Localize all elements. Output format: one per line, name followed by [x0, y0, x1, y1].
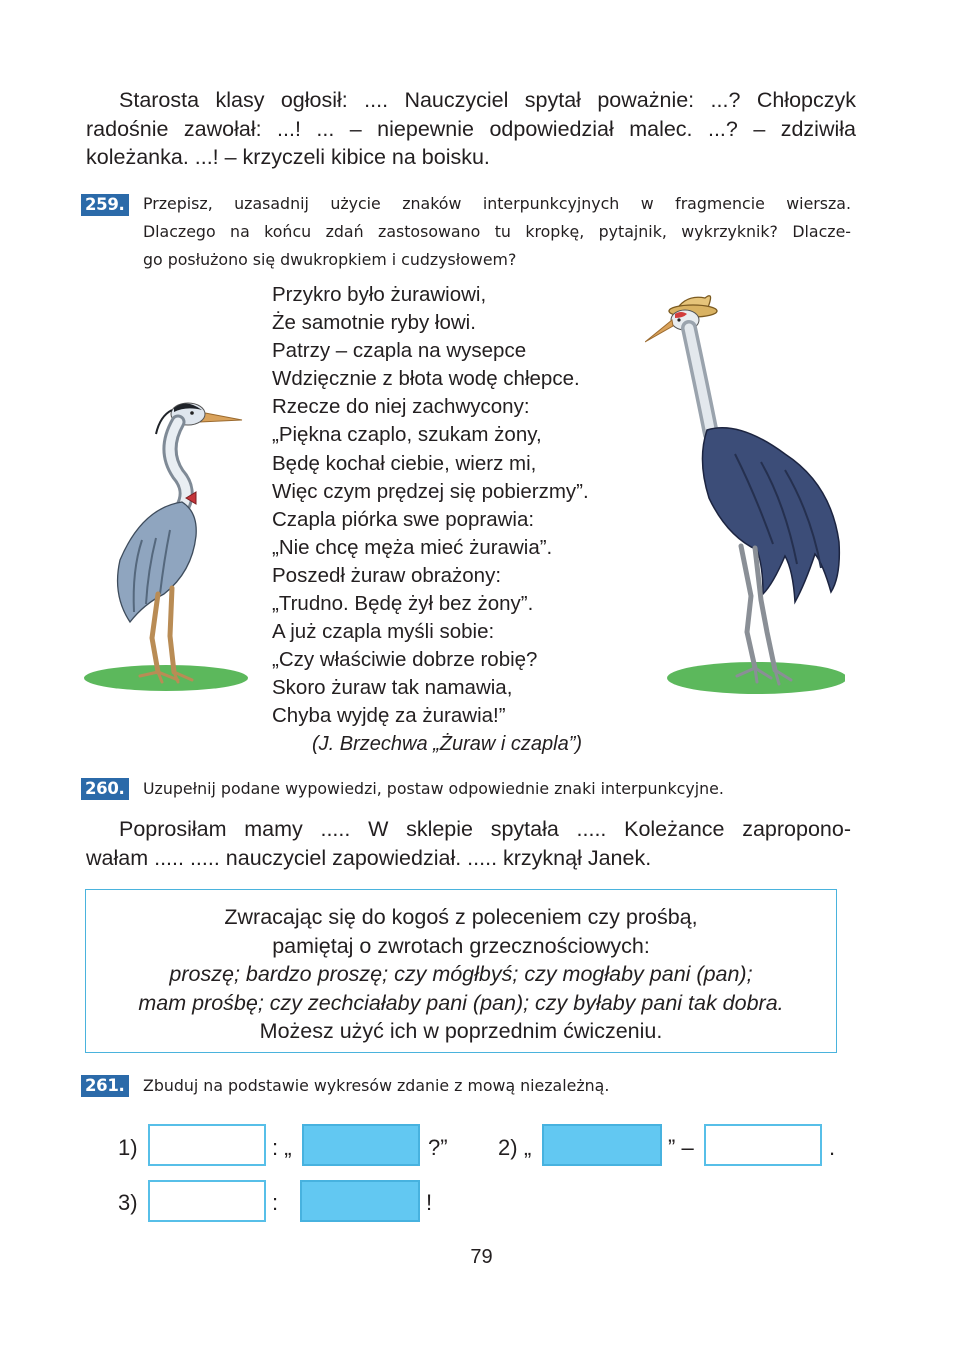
poem-line: Chyba wyjdę za żurawia!” [272, 704, 506, 728]
exercise-259-number: 259. [81, 194, 129, 216]
diagram-3-end: ! [426, 1190, 433, 1215]
exercise-259-task-line-1: Przepisz, uzasadnij użycie znaków interpunkcyjnych w fragmencie wiersza. [143, 194, 851, 213]
heron-illustration [82, 390, 257, 695]
exercise-261-task: Zbuduj na podstawie wykresów zdanie z mową niezależną. [143, 1076, 610, 1095]
poem-line: Rzecze do niej zachwycony: [272, 395, 530, 419]
exercise-260-line-1: Poprosiłam mamy ..... W sklepie spytała ..... Koleżance zapropono- [119, 817, 851, 841]
diagram-3-colon: : [272, 1190, 279, 1215]
diagram-2-label: 2) [498, 1135, 518, 1160]
poem-line: „Trudno. Będę żył bez żony”. [272, 592, 534, 616]
exercise-259-task [143, 190, 851, 274]
exercise-260-task: Uzupełnij podane wypowiedzi, postaw odpowiednie znaki interpunkcyjne. [143, 779, 724, 798]
diagram-1-end: ?” [428, 1135, 448, 1160]
poem-line: A już czapla myśli sobie: [272, 620, 495, 644]
page-number: 79 [470, 1246, 493, 1268]
exercise-260-text [86, 815, 851, 872]
intro-line-3: koleżanka. ...! – krzyczeli kibice na boisku. [86, 145, 490, 169]
poem-line: Poszedł żuraw obrażony: [272, 563, 502, 587]
poem-line: Wdzięcznie z błota wodę chłepce. [272, 367, 580, 391]
diagram-1-author-box [148, 1124, 266, 1166]
diagram-1-colon-quote: : „ [272, 1135, 292, 1160]
rule-phrases-line-1: proszę; bardzo proszę; czy mógłbyś; czy mogłaby pani (pan); [169, 962, 753, 986]
diagram-3-label: 3) [118, 1190, 138, 1215]
intro-line-2: radośnie zawołał: ...! ... – niepewnie odpowiedział malec. ...? – zdziwiła [86, 116, 856, 141]
poem-line: Czapla piórka swe poprawia: [272, 507, 535, 531]
poem-line: Patrzy – czapla na wysepce [272, 339, 527, 363]
poem-line: Że samotnie ryby łowi. [272, 311, 476, 335]
poem-line: „Czy właściwie dobrze robię? [272, 648, 538, 672]
exercise-261-number: 261. [81, 1075, 129, 1097]
rule-line-5: Możesz użyć ich w poprzednim ćwiczeniu. [259, 1019, 663, 1043]
exercise-260-line-2: wałam ..... ..... nauczyciel zapowiedział. ..... krzyknął Janek. [86, 845, 652, 870]
rule-line-1: Zwracając się do kogoś z poleceniem czy prośbą, [224, 905, 698, 929]
exercise-259-task-line-2: Dlaczego na końcu zdań zastosowano tu kropkę, pytajnik, wykrzyknik? Dlacze- [143, 222, 851, 241]
diagram-1-speech-box [302, 1124, 420, 1166]
poem-line: Skoro żuraw tak namawia, [272, 676, 513, 700]
poem-source: (J. Brzechwa „Żuraw i czapla”) [312, 733, 583, 755]
exercise-260-number: 260. [81, 778, 129, 800]
politeness-rule-box [85, 889, 837, 1053]
rule-line-2: pamiętaj o zwrotach grzecznościowych: [272, 933, 650, 958]
diagram-1-label: 1) [118, 1135, 138, 1160]
diagram-2-speech-box [542, 1124, 662, 1166]
poem-line: „Nie chcę męża mieć żurawia”. [272, 535, 553, 559]
poem [272, 281, 589, 731]
poem-line: Będę kochał ciebie, wierz mi, [272, 451, 537, 475]
intro-line-1: Starosta klasy ogłosił: .... Nauczyciel spytał poważnie: ...? Chłopczyk [119, 88, 856, 112]
diagram-2-author-box [704, 1124, 822, 1166]
poem-line: Przykro było żurawiowi, [272, 283, 487, 306]
diagram-3-author-box [148, 1180, 266, 1222]
poem-line: „Piękna czaplo, szukam żony, [272, 423, 542, 447]
diagram-2-close-dash: ” – [668, 1135, 694, 1160]
intro-paragraph [86, 86, 856, 172]
exercise-259-task-line-3: go posłużono się dwukropkiem i cudzysłowem? [143, 250, 517, 269]
diagram-2-end: . [829, 1135, 836, 1160]
crane-illustration [645, 284, 845, 699]
rule-phrases-line-2: mam prośbę; czy zechciałaby pani (pan); czy byłaby pani tak dobra. [138, 990, 784, 1015]
diagram-3-speech-box [300, 1180, 420, 1222]
poem-line: Więc czym prędzej się pobierzmy”. [272, 479, 589, 503]
diagram-2-open-quote: „ [524, 1135, 532, 1160]
